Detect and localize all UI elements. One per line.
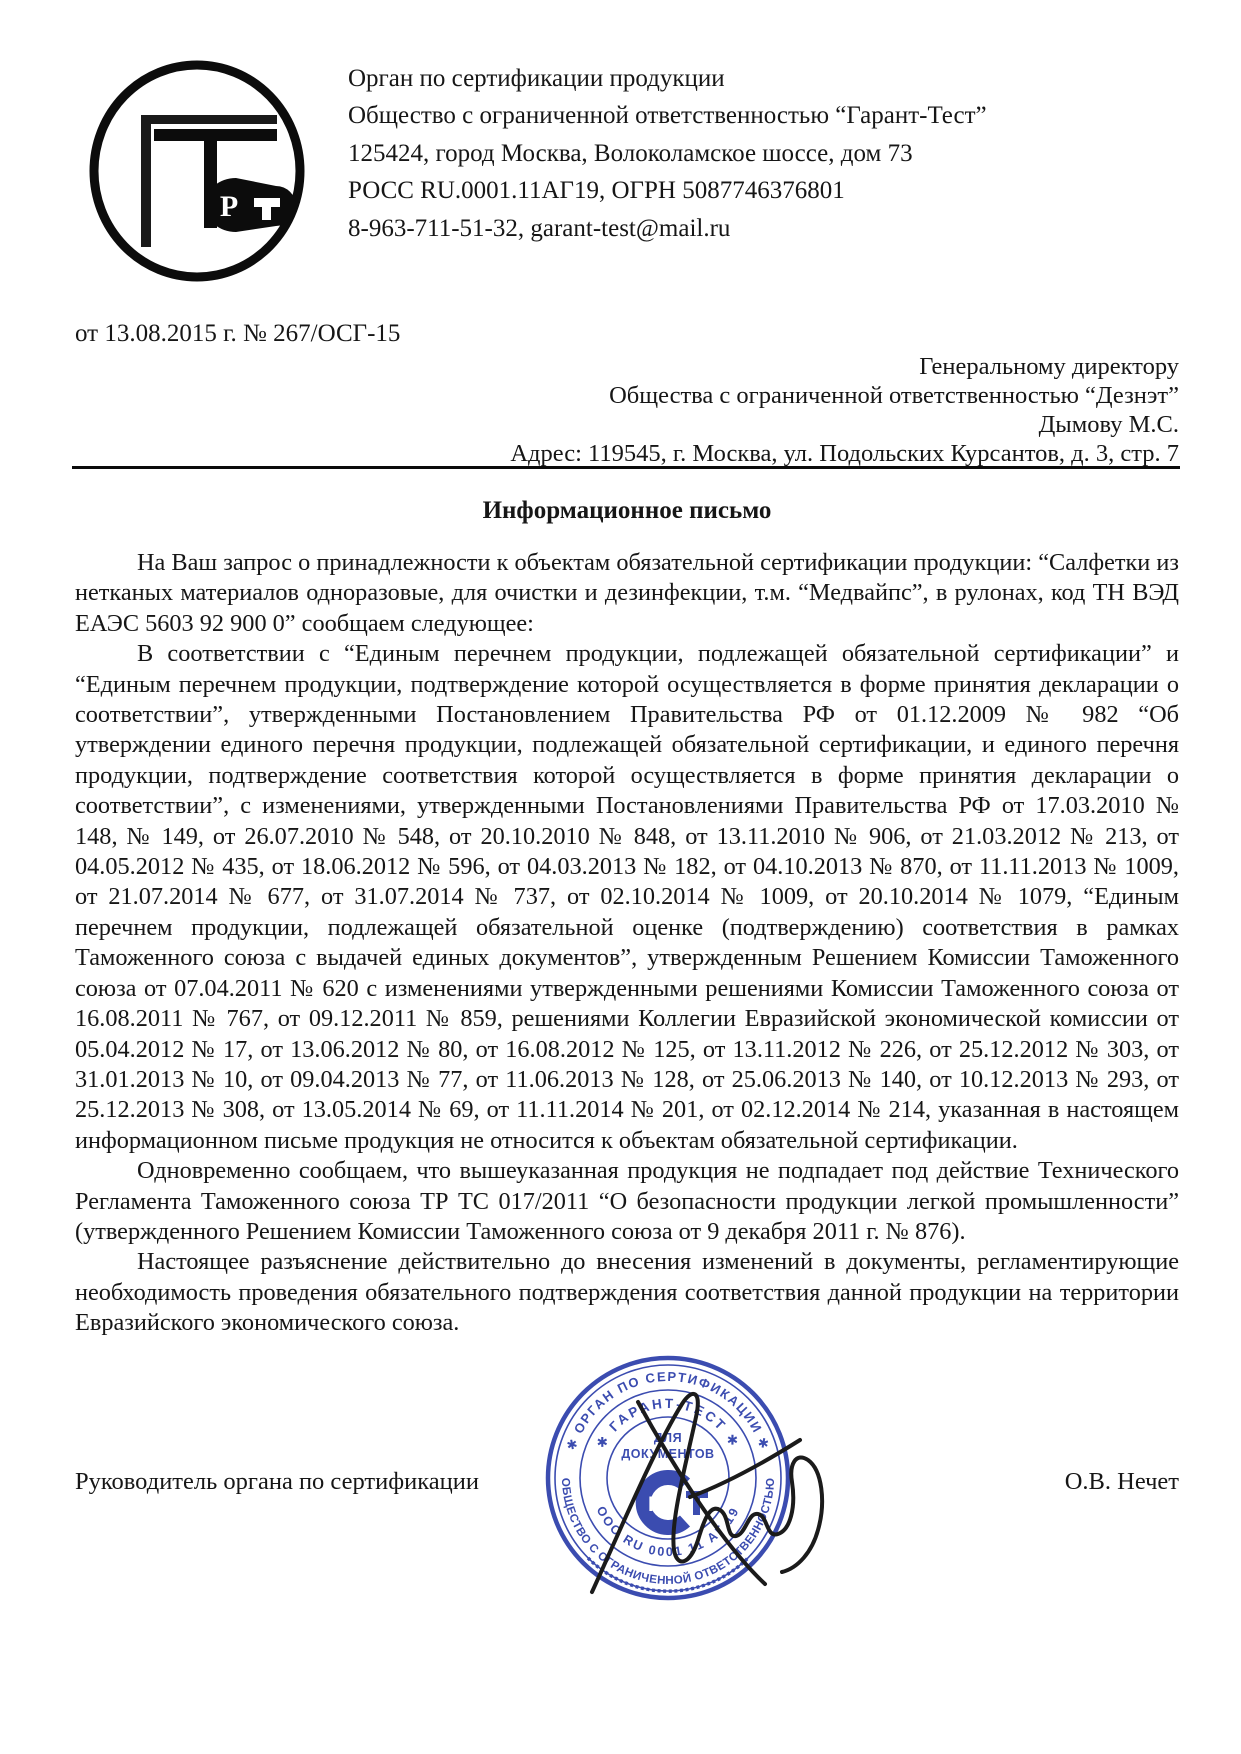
rst-certification-mark-logo (86, 58, 308, 284)
letterhead-line: Орган по сертификации продукции (348, 65, 725, 92)
stamp-center-line1: ДЛЯ (653, 1431, 683, 1445)
letter-title: Информационное письмо (482, 497, 772, 524)
letterhead-line: 125424, город Москва, Волоколамское шоссе, дом 73 (348, 139, 913, 167)
letterhead-line: 8-963-711-51-32, garant-test@mail.ru (348, 214, 731, 242)
recipient-block (379, 352, 1179, 468)
reference-number-line: от 13.08.2015 г. № 267/ОСГ-15 (75, 320, 401, 347)
recipient-line: Общества с ограниченной ответственностью “Дезнэт” (609, 382, 1179, 409)
stamp-rst-letter: Р (647, 1493, 663, 1516)
logo-letter: Р (219, 190, 239, 223)
letterhead-line: Общество с ограниченной ответственностью “Гарант-Тест” (348, 102, 987, 130)
stamp-center-line2: ДОКУМЕНТОВ (621, 1447, 715, 1461)
letterhead-line: РОСС RU.0001.11АГ19, ОГРН 5087746376801 (348, 177, 845, 205)
recipient-line: Дымову М.С. (1038, 411, 1179, 438)
paragraph: Настоящее разъяснение действительно до внесения изменений в документы, регламентирующие необходимость проведения обязательного подтверждения соответствия данной продукции на территории Евразийского экономического союза. (75, 1248, 1179, 1337)
stamp-outer-bottom-text: ОБЩЕСТВО С ОГРАНИЧЕННОЙ ОТВЕТСТВЕННОСТЬЮ (558, 1477, 778, 1588)
stamp-outer-top-text: ✱ ОРГАН ПО СЕРТИФИКАЦИИ ✱ (563, 1368, 773, 1453)
signature-name: О.В. Нечет (1064, 1468, 1179, 1495)
stamp-inner-top-text: ✱ ГАРАНТ-ТЕСТ ✱ (593, 1395, 743, 1451)
paragraph: Одновременно сообщаем, что вышеуказанная продукция не подпадает под действие Технического Регламента Таможенного союза ТР ТС 017/2011 “О безопасности продукции легкой промышленности” (утвержденного Решением Комиссии Таможенного союза от 9 декабря 2011 г. № 876). (75, 1157, 1179, 1245)
signature-role: Руководитель органа по сертификации (75, 1468, 479, 1495)
paragraph: В соответствии с “Единым перечнем продукции, подлежащей обязательной сертификации” и “Единым перечнем продукции, подтверждение которой осуществляется в форме принятия декларации о соответствии”, утвержденными Постановлением Правительства РФ от 01.12.2009 № 982 “Об утверждении единого перечня продукции, подлежащей обязательной сертификации, и единого перечня продукции, подтверждение соответствия которой осуществляется в форме принятия декларации о соответствии”, с изменениями, утвержденными Постановлениями Правительства РФ от 17.03.2010 № 148, № 149, от 26.07.2010 № 548, от 20.10.2010 № 848, от 13.11.2010 № 906, от 21.03.2012 № 213, от 04.05.2012 № 435, от 18.06.2012 № 596, от 04.03.2013 № 182, от 04.10.2013 № 870, от 11.11.2013 № 1009, от 21.07.2014 № 677, от 31.07.2014 № 737, от 02.10.2014 № 1009, от 20.10.2014 № 1079, “Единым перечнем продукции, подлежащей обязательной оценке (подтверждению) соответствия в рамках Таможенного союза с выдачей единых документов”, утвержденным Решением Комиссии Таможенного союза от 07.04.2011 № 620 с изменениями утвержденными решениями Комиссии Таможенного союза от 16.08.2011 № 767, от 09.12.2011 № 859, решениями Коллегии Евразийской экономической комиссии от 05.04.2012 № 17, от 13.06.2012 № 80, от 16.08.2012 № 125, от 13.11.2012 № 226, от 25.12.2012 № 303, от 31.01.2013 № 10, от 09.04.2013 № 77, от 11.06.2013 № 128, от 25.06.2013 № 140, от 10.12.2013 № 293, от 25.12.2013 № 308, от 13.05.2014 № 69, от 11.11.2014 № 201, от 02.12.2014 № 214, указанная в настоящем информационном письме продукция не относится к объектам обязательной сертификации. (75, 640, 1179, 1154)
stamp-inner-bottom-text: ООО RU 0001 11 АГ 19 (593, 1504, 743, 1560)
divider-line (72, 466, 1180, 469)
recipient-line: Адрес: 119545, г. Москва, ул. Подольских Курсантов, д. 3, стр. 7 (510, 440, 1179, 467)
recipient-line: Генеральному директору (919, 353, 1179, 380)
letterhead-block (348, 60, 1148, 247)
letter-body (75, 548, 1179, 1339)
handwritten-signature-icon (550, 1372, 950, 1607)
paragraph: На Ваш запрос о принадлежности к объектам обязательной сертификации продукции: “Салфетки из нетканых материалов одноразовые, для очистки и дезинфекции, т.м. “Медвайпс”, в рулонах, код ТН ВЭД ЕАЭС 5603 92 900 0” сообщаем следующее: (75, 549, 1179, 637)
